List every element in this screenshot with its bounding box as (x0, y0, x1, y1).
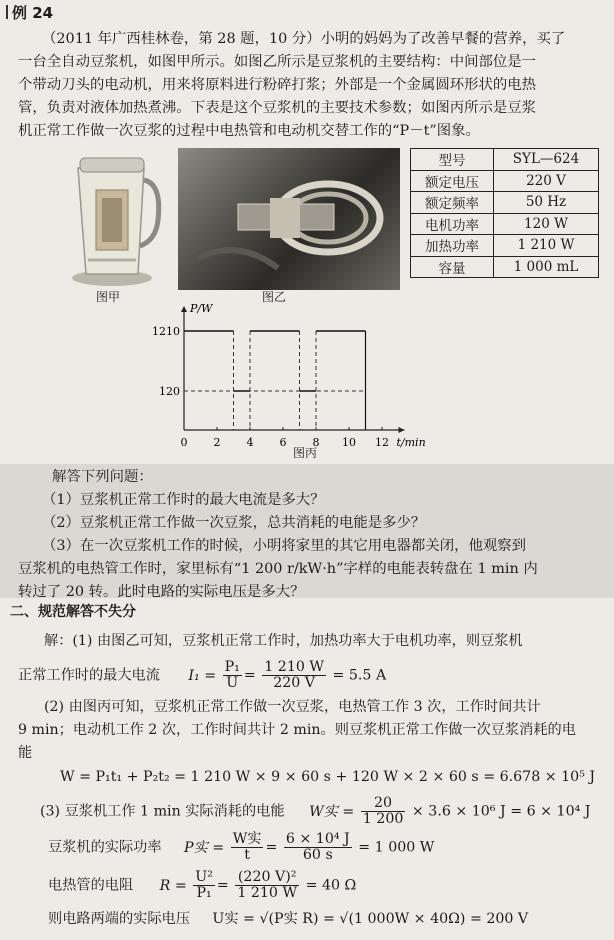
question-3-cont: 转过了 20 转。此时电路的实际电压是多大？ (18, 584, 305, 600)
spec-table (410, 148, 599, 278)
figure-b-caption: 图乙 (262, 290, 287, 304)
fraction: $\frac{\text{W实}}{t}$ (232, 831, 262, 863)
solution-eq-4: 豆浆机的实际功率 P实 = $\frac{\text{W实}}{t}$ = $\frac{\text{6 × 10⁴ J}}{60 s}$ = 1 000 W (48, 831, 435, 863)
y-tick-label: 120 (159, 385, 180, 398)
x-tick-label: 12 (375, 436, 389, 449)
intro-line: 个带动刀头的电动机，用来将原料进行粉碎打浆；外部是一个金属圆环形状的电热 (18, 77, 537, 93)
spec-value: 50 Hz (494, 192, 599, 214)
fraction: $\frac{\text{6 × 10⁴ J}}{60 s}$ (285, 831, 350, 863)
problem-intro (18, 28, 604, 143)
spec-key: 电机功率 (411, 213, 494, 235)
spec-row (411, 149, 599, 171)
spec-row (411, 192, 599, 214)
section-title: 二、规范解答不失分 (10, 604, 136, 620)
figure-c-caption: 图丙 (293, 446, 318, 460)
y-tick-label: 1210 (152, 325, 180, 338)
intro-line: 机正常工作做一次豆浆的过程中电热管和电动机交替工作的“P－t”图象。 (18, 123, 480, 139)
soymilk-maker-image (58, 150, 166, 288)
spec-value: 120 W (494, 213, 599, 235)
spec-key: 容量 (411, 256, 494, 278)
solution-eq-5: 电热管的电阻 R = $\frac{\text{U²}}{\text{P₁}}$ = $\frac{\text{(220 V)²}}{1 210 W}$ = 40 Ω (48, 869, 357, 901)
solution-eq-6: 则电路两端的实际电压 U实 = √(P实 R) = √(1 000W × 40Ω) = 200 V (48, 911, 529, 927)
spec-row (411, 235, 599, 257)
fraction: $\frac{\text{P₁}}{U}$ (224, 659, 240, 691)
fraction: $\frac{20}{1 200}$ (362, 795, 404, 827)
spec-key: 型号 (411, 149, 494, 171)
x-tick-label: 6 (279, 436, 287, 449)
solution-line: (2) 由图丙可知，豆浆机正常工作做一次豆浆，电热管工作 3 次，工作时间共计 (44, 699, 541, 715)
solution-line: 解：(1) 由图乙可知，豆浆机正常工作时，加热功率大于电机功率，则豆浆机 (44, 633, 523, 649)
example-header: 例 24 (6, 2, 53, 23)
question-1: （1）豆浆机正常工作时的最大电流是多大？ (42, 492, 325, 508)
x-tick-label: 8 (312, 436, 320, 449)
spec-key: 额定频率 (411, 192, 494, 214)
solution-line: 能 (18, 745, 33, 761)
x-tick-label: 4 (246, 436, 254, 449)
x-tick-label: 10 (342, 436, 356, 449)
questions-lead: 解答下列问题： (52, 469, 153, 485)
spec-value: 220 V (494, 170, 599, 192)
intro-line: 一台全自动豆浆机，如图甲所示。如图乙所示是豆浆机的主要结构：中间部位是一 (18, 54, 537, 70)
x-axis-label: t/min (396, 436, 426, 449)
solution-eq-3: (3) 豆浆机工作 1 min 实际消耗的电能 W实 = $\frac{20}{1 200}$ × 3.6 × 10⁶ J = 6 × 10⁴ J (40, 795, 591, 827)
intro-line: 管，负责对液体加热煮沸。下表是这个豆浆机的主要技术参数；如图丙所示是豆浆 (18, 100, 537, 116)
solution-line: 9 min；电动机工作 2 次，工作时间共计 2 min。则豆浆机正常工作做一次豆浆消耗的电 (18, 722, 576, 738)
spec-key: 额定电压 (411, 170, 494, 192)
x-tick-label: 2 (213, 436, 221, 449)
y-axis-label: P/W (190, 302, 213, 315)
question-3: （3）在一次豆浆机工作的时候，小明将家里的其它用电器都关闭，他观察到 (42, 538, 527, 554)
question-3-cont: 豆浆机的电热管工作时，家里标有“1 200 r/kW·h”字样的电能表转盘在 1 min 内 (18, 561, 538, 577)
fraction: $\frac{\text{(220 V)²}}{1 210 W}$ (237, 869, 298, 901)
x-tick-label: 0 (180, 436, 188, 449)
spec-value: SYL—624 (494, 149, 599, 171)
x-axis-arrow (399, 427, 405, 433)
spec-value: 1 000 mL (494, 256, 599, 278)
spec-value: 1 210 W (494, 235, 599, 257)
spec-row (411, 170, 599, 192)
solution-eq-1: 正常工作时的最大电流 I₁ = $\frac{\text{P₁}}{U}$ = $\frac{1 210 W}{220 V}$ = 5.5 A (18, 659, 387, 691)
internal-structure-photo (178, 148, 400, 290)
y-axis-arrow (181, 306, 187, 312)
fraction: $\frac{\text{U²}}{\text{P₁}}$ (195, 869, 213, 901)
solution-eq-2: W = P₁t₁ + P₂t₂ = 1 210 W × 9 × 60 s + 120 W × 2 × 60 s = 6.678 × 10⁵ J (60, 769, 596, 785)
spec-row (411, 213, 599, 235)
spec-row (411, 256, 599, 278)
question-2: （2）豆浆机正常工作做一次豆浆，总共消耗的电能是多少？ (42, 515, 426, 531)
fraction: $\frac{1 210 W}{220 V}$ (264, 659, 324, 691)
questions (18, 466, 604, 604)
intro-line: （2011 年广西桂林卷，第 28 题，10 分）小明的妈妈为了改善早餐的营养，买了 (42, 31, 566, 47)
eq-lhs: I₁ = (188, 667, 217, 684)
spec-key: 加热功率 (411, 235, 494, 257)
figure-a-caption: 图甲 (96, 290, 121, 304)
solution-text: 正常工作时的最大电流 (18, 667, 160, 684)
eq-result: = 5.5 A (332, 667, 387, 684)
